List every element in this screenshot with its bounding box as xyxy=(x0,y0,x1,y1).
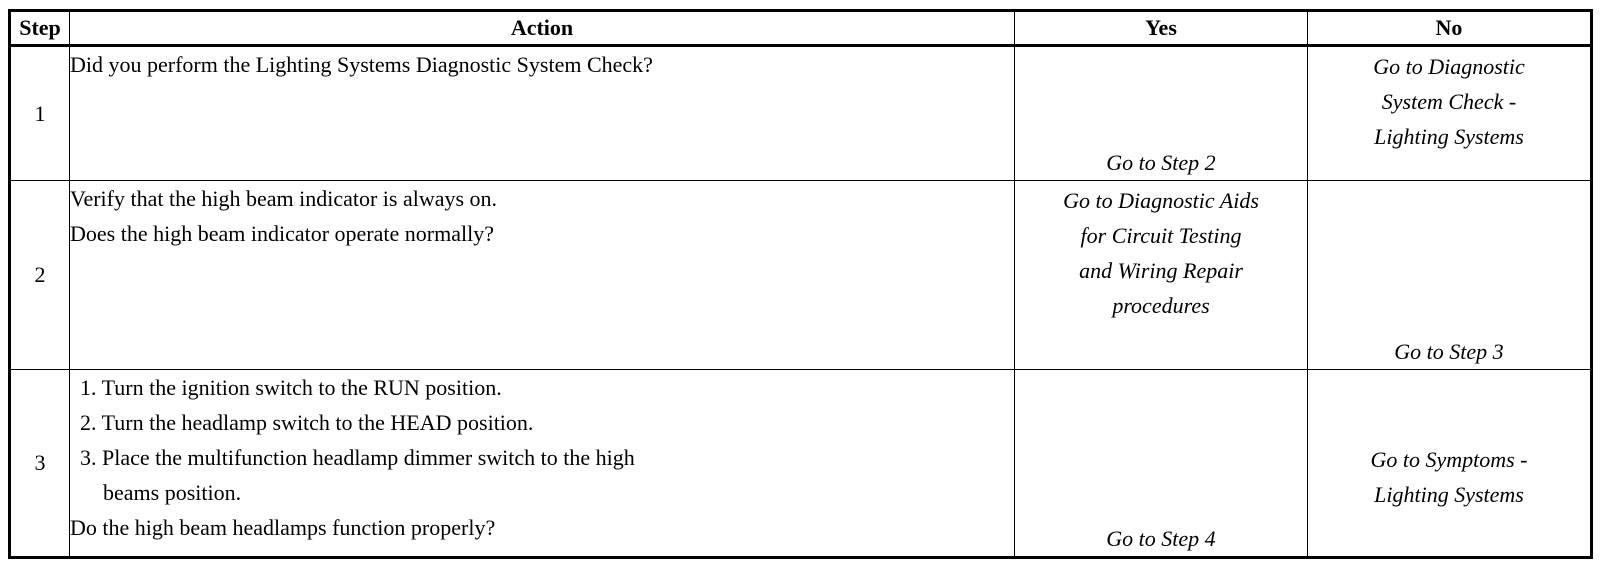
no-text: Go to Diagnostic xyxy=(1373,54,1525,79)
yes-text: for Circuit Testing xyxy=(1080,223,1242,248)
header-step: Step xyxy=(10,11,70,46)
header-action: Action xyxy=(70,11,1015,46)
yes-text: Go to Step 2 xyxy=(1106,150,1216,175)
action-text: Verify that the high beam indicator is always on. xyxy=(70,186,498,211)
no-text: Go to Step 3 xyxy=(1394,339,1504,364)
yes-text: Go to Diagnostic Aids xyxy=(1063,188,1259,213)
action-step-item: 3. Place the multifunction headlamp dimmer switch to the high xyxy=(80,445,635,470)
header-yes: Yes xyxy=(1015,11,1308,46)
yes-cell xyxy=(1015,46,1308,181)
action-cell xyxy=(70,46,1015,181)
action-step-item: beams position. xyxy=(103,480,242,505)
yes-text: and Wiring Repair xyxy=(1079,258,1243,283)
yes-cell xyxy=(1015,370,1308,558)
no-text: Lighting Systems xyxy=(1374,482,1524,507)
yes-cell xyxy=(1015,181,1308,370)
action-text: Does the high beam indicator operate normally? xyxy=(70,221,494,246)
yes-text: procedures xyxy=(1112,293,1210,318)
no-cell xyxy=(1308,46,1592,181)
no-text: Lighting Systems xyxy=(1374,124,1524,149)
table-row xyxy=(10,46,1592,181)
step-number: 2 xyxy=(10,181,70,370)
action-step-item: 1. Turn the ignition switch to the RUN position. xyxy=(80,375,502,400)
no-text: System Check - xyxy=(1381,89,1517,114)
action-cell xyxy=(70,370,1015,558)
yes-text: Go to Step 4 xyxy=(1106,526,1216,551)
table-row xyxy=(10,181,1592,370)
diagnostic-table xyxy=(8,9,1593,559)
action-question: Do the high beam headlamps function properly? xyxy=(70,515,496,540)
no-cell xyxy=(1308,181,1592,370)
action-cell xyxy=(70,181,1015,370)
no-text: Go to Symptoms - xyxy=(1370,447,1528,472)
action-step-item: 2. Turn the headlamp switch to the HEAD position. xyxy=(80,410,534,435)
header-no: No xyxy=(1308,11,1592,46)
step-number: 3 xyxy=(10,370,70,558)
header-row xyxy=(10,11,1592,46)
table-row xyxy=(10,370,1592,558)
action-text: Did you perform the Lighting Systems Diagnostic System Check? xyxy=(70,52,653,77)
no-cell xyxy=(1308,370,1592,558)
step-number: 1 xyxy=(10,46,70,181)
